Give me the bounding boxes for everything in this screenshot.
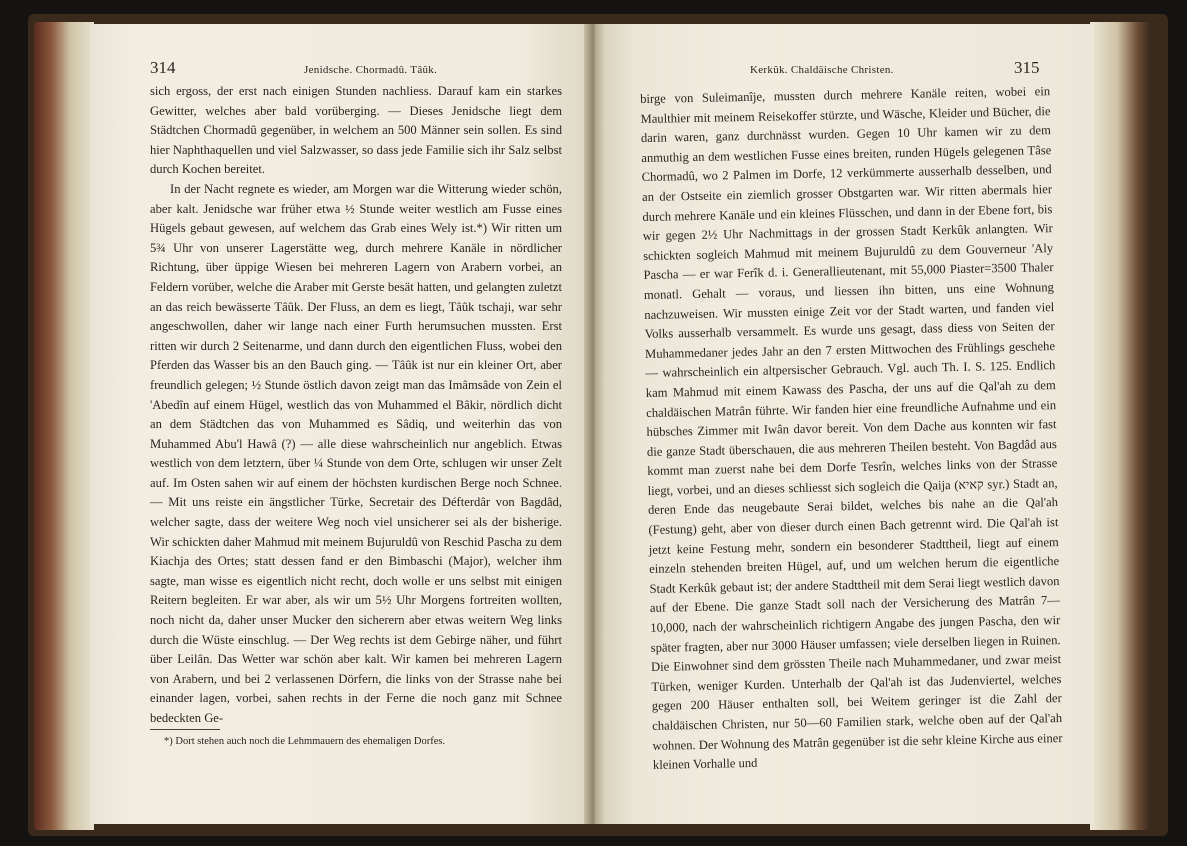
running-head: Jenidsche. Chormadû. Tâûk. [304,64,438,76]
page-edges-left [34,22,94,830]
body-text [640,82,1063,776]
paragraph: sich ergoss, der erst nach einigen Stunden nachliess. Darauf kam ein starkes Gewitter, welches aber bald vorüberging. — Dieses Jenidsche liegt dem Städtchen Chormadû gegenüber, in welchem an 500 Männer sein sollen. Es sind hier Naphthaquellen und viel Salzwasser, so dass jede Familie sich ihr Salz selbst durch Kochen bereitet. [150,84,562,177]
body-text [150,82,562,729]
paragraph: birge von Suleimanîje, mussten durch mehrere Kanäle reiten, wobei ein Maulthier mit meinem Reisekoffer stürzte, und Wäsche, Kleider und Bücher, die darin waren, ganz durchnässt wurden. Gegen 10 Uhr kamen wir zu dem anmuthig an dem westlichen Fusse eines breiten, runden Hügels gelegenen Tâse Chormadû, wo 2 Palmen im Dorfe, 12 verkümmerte ausserhalb desselben, und an der Ostseite ein ziemlich grosser Obstgarten war. Wir ritten abermals hier durch mehrere Kanäle und ein kleines Flüsschen, und dann in der Ebene fort, bis wir gegen 2½ Uhr Nachmittags in der grossen Stadt Kerkûk anlangten. Wir schickten sogleich Mahmud mit meinem Bujuruldû zu dem Gouverneur 'Aly Pascha — er war Ferîk d. i. Generallieutenant, mit 55,000 Piaster=3500 Thaler monatl. Gehalt — voraus, und liessen ihn bitten, uns eine Wohnung nachzuweisen. Wir mussten einige Zeit vor der Stadt warten, und fanden viel Volks ausserhalb versammelt. Es wurde uns gesagt, dass diess von Seiten der Muhammedaner jedes Jahr an den 7 ersten Mittwochen des Frühlings geschehe — wahrscheinlich ein altpersischer Gebrauch. Vgl. auch Th. I. S. 125. Endlich kam Mahmud mit einem Kawass des Pascha, der uns auf die Qal'ah zu dem chaldäischen Matrân führte. Wir fanden hier eine freundliche Aufnahme und ein hübsches Zimmer mit Iwân davor bereit. Von dem Dache aus konnten wir fast die ganze Stadt überschauen, die aus mehreren Theilen besteht. Von Bagdâd aus kommt man zuerst nahe bei dem Dorfe Tesrîn, welches links von der Strasse liegt, vorbei, und an dieses schliesst sich sogleich die Qaija (קאיא syr.) Stadt an, deren Ende das neugebaute Serai bildet, welches bis nahe an die Qal'ah (Festung) geht, aber von dieser durch einen Bach getrennt wird. Die Qal'ah ist jetzt keine Festung mehr, sondern ein besonderer Stadttheil, liegt auf einem einzeln stehenden breiten Hügel, auf, und um welchen herum die eigentliche Stadt Kerkûk gebaut ist; der andere Stadttheil mit dem Serai liegt westlich davon auf der Ebene. Die ganze Stadt soll nach der Versicherung des Matrân 7—10,000, nach der wahrscheinlich richtigern Angabe des jungen Pascha, den wir später fragten, aber nur 3000 Häuser umfassen; viele derselben liegen in Ruinen. Die Einwohner sind dem grössten Theile nach Muhammedaner, und zwar meist Türken, weniger Kurden. Unterhalb der Qal'ah ist das Judenviertel, welches gegen 200 Häuser enthalten soll, bei Weitem geringer ist die Zahl der chaldäischen Christen, nur 50—60 Familien stark, welche oben auf der Qal'ah wohnen. Der Wohnung des Matrân gegenüber ist die sehr kleine Kirche aus einer kleinen Vorhalle und [640,84,1063,773]
page-number: 315 [1014,58,1040,77]
page-number: 314 [150,58,176,77]
paragraph: In der Nacht regnete es wieder, am Morgen war die Witterung wieder schön, aber kalt. Jenidsche war früher etwa ½ Stunde weiter westlich am Fusse eines Hügels gebaut gewesen, auf welchem das Grab eines Wely ist.*) Wir ritten um 5¾ Uhr von unserer Lagerstätte weg, durch mehrere Kanäle in nördlicher Richtung, über üppige Wiesen bei mehreren Lagern von Arabern vorbei, an Feldern vorüber, welche die Araber mit Gerste besät hatten, und gelangten zuletzt an das reich bewässerte Tâûk. Der Fluss, an dem es liegt, Tâûk tschaji, war sehr angeschwollen, daher wir lange nach einer Furth herumsuchen mussten. Erst ritten wir durch 2 Seitenarme, und dann durch den eigentlichen Fluss, wobei den Pferden das Wasser bis an den Bauch ging. — Tâûk ist nur ein kleiner Ort, aber freundlich gelegen; ½ Stunde östlich davon zeigt man das Imâmsâde von Zein el 'Abedîn auf einem Hügel, westlich das von Muhammed el Bâkir, nördlich dicht an dem Städtchen das von Muhammed es Sâdiq, und weiterhin das von Muhammed Abu'l Hawâ (?) — alle diese wahrscheinlich nur angeblich. Etwas westlich von dem letztern, über ¼ Stunde von dem Orte, schlugen wir unser Zelt auf. Im Osten sahen wir auf einem der höchsten kurdischen Berge noch Schnee. — Mit uns reiste ein ängstlicher Türke, Secretair des Défterdâr von Bagdâd, welcher sagte, dass der weitere Weg noch viel unsicherer sei als der bisherige. Wir schickten daher Mahmud mit meinem Bujuruldû von Reschid Pascha zu dem Kiachja des Ortes; statt dessen fand er den Bimbaschi (Major), welcher ihm sagte, man wisse es eigentlich nicht recht, doch wolle er uns selbst mit einigen Reitern begleiten. Er war aber, als wir um 5½ Uhr Morgens fortreiten wollten, noch nicht da, daher unser Mucker den sicherern aber etwas weitern Weg links durch die Wüste einschlug. — Der Weg rechts ist dem Gebirge näher, und führt über Leilân. Das Wetter war schön aber kalt. Wir kamen bei mehreren Lagern von Arabern, und bei 2 verlassenen Dörfern, die links von der Strasse nahe bei einander lagen, vorbei, sahen rechts in der Ferne die noch ganz mit Schnee bedeckten Ge- [150,181,562,725]
left-page [90,24,592,824]
page-edges-right [1090,22,1150,830]
running-head: Kerkûk. Chaldäische Christen. [750,64,894,76]
footnote: *) Dort stehen auch noch die Lehmmauern des ehemaligen Dorfes. [164,736,446,747]
book-gutter [584,24,604,824]
right-page [594,24,1094,824]
footnote-rule [150,729,220,730]
